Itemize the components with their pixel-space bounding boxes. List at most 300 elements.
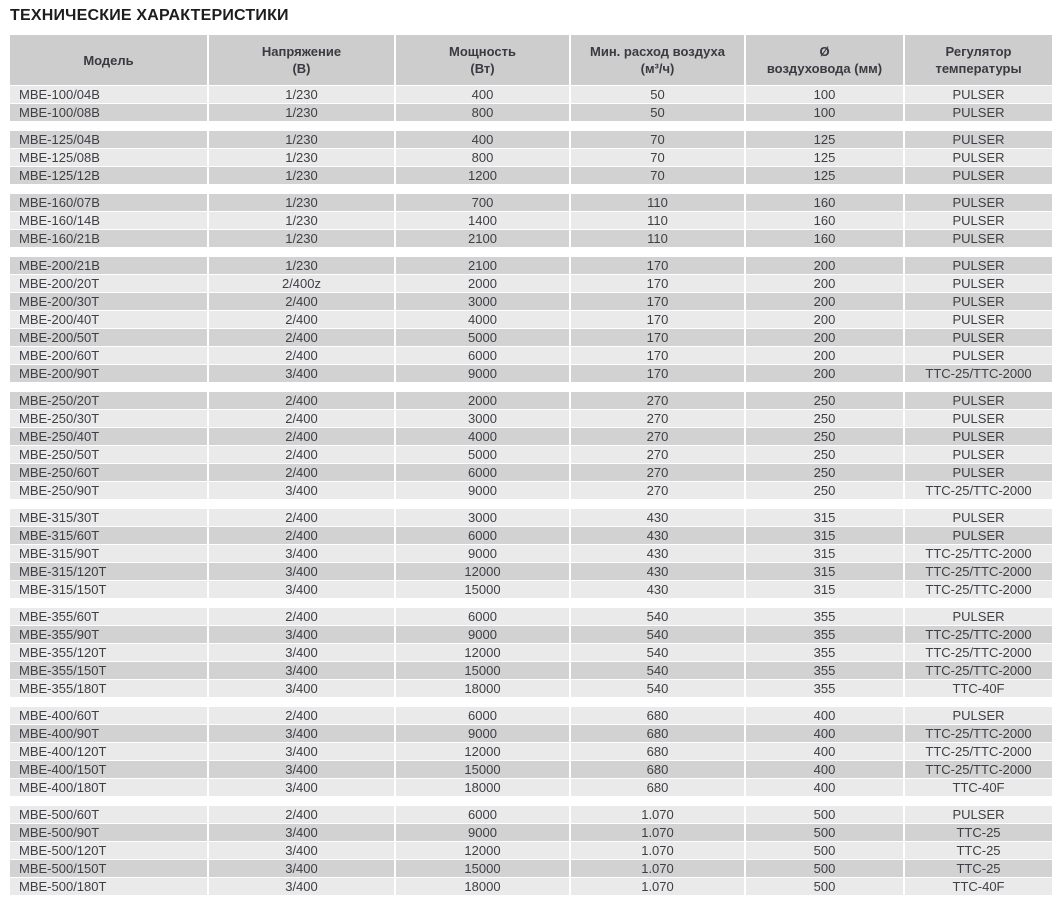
cell-airflow: 680 xyxy=(571,743,744,760)
cell-model: MBE-160/21B xyxy=(10,230,207,247)
cell-airflow: 680 xyxy=(571,779,744,796)
cell-model: MBE-355/180T xyxy=(10,680,207,697)
cell-duct: 160 xyxy=(746,194,903,211)
cell-regulator: TTC-25/TTC-2000 xyxy=(905,581,1052,598)
cell-airflow: 540 xyxy=(571,680,744,697)
cell-model: MBE-250/50T xyxy=(10,446,207,463)
table-row xyxy=(10,644,1052,661)
cell-duct: 250 xyxy=(746,428,903,445)
cell-model: MBE-200/21B xyxy=(10,257,207,274)
cell-regulator: TTC-40F xyxy=(905,878,1052,895)
cell-regulator: PULSER xyxy=(905,311,1052,328)
cell-power: 3000 xyxy=(396,410,569,427)
cell-power: 15000 xyxy=(396,581,569,598)
cell-regulator: PULSER xyxy=(905,257,1052,274)
cell-model: MBE-500/60T xyxy=(10,806,207,823)
table-row xyxy=(10,194,1052,211)
cell-power: 18000 xyxy=(396,779,569,796)
cell-regulator: PULSER xyxy=(905,167,1052,184)
cell-regulator: PULSER xyxy=(905,392,1052,409)
cell-model: MBE-400/120T xyxy=(10,743,207,760)
cell-duct: 200 xyxy=(746,311,903,328)
cell-voltage: 2/400 xyxy=(209,392,394,409)
cell-voltage: 3/400 xyxy=(209,662,394,679)
cell-airflow: 1.070 xyxy=(571,806,744,823)
cell-voltage: 2/400 xyxy=(209,293,394,310)
table-row xyxy=(10,275,1052,292)
table-row xyxy=(10,806,1052,823)
cell-airflow: 170 xyxy=(571,293,744,310)
cell-power: 1400 xyxy=(396,212,569,229)
table-row xyxy=(10,842,1052,859)
cell-voltage: 2/400 xyxy=(209,608,394,625)
cell-duct: 250 xyxy=(746,464,903,481)
cell-duct: 250 xyxy=(746,482,903,499)
column-header-line2: (м³/ч) xyxy=(640,61,675,76)
cell-model: MBE-250/20T xyxy=(10,392,207,409)
page-title: ТЕХНИЧЕСКИЕ ХАРАКТЕРИСТИКИ xyxy=(10,7,289,24)
table-row xyxy=(10,392,1052,409)
cell-regulator: PULSER xyxy=(905,104,1052,121)
cell-airflow: 270 xyxy=(571,482,744,499)
cell-power: 6000 xyxy=(396,464,569,481)
cell-voltage: 2/400 xyxy=(209,446,394,463)
cell-duct: 200 xyxy=(746,365,903,382)
cell-regulator: PULSER xyxy=(905,347,1052,364)
cell-duct: 315 xyxy=(746,563,903,580)
table-body xyxy=(10,86,1052,895)
cell-duct: 355 xyxy=(746,680,903,697)
table-row xyxy=(10,446,1052,463)
cell-power: 400 xyxy=(396,131,569,148)
cell-model: MBE-500/90T xyxy=(10,824,207,841)
cell-airflow: 430 xyxy=(571,545,744,562)
table-row xyxy=(10,662,1052,679)
cell-voltage: 3/400 xyxy=(209,878,394,895)
cell-airflow: 430 xyxy=(571,527,744,544)
cell-regulator: TTC-25 xyxy=(905,860,1052,877)
cell-voltage: 3/400 xyxy=(209,779,394,796)
cell-duct: 500 xyxy=(746,878,903,895)
table-row xyxy=(10,464,1052,481)
cell-duct: 125 xyxy=(746,149,903,166)
cell-duct: 200 xyxy=(746,275,903,292)
cell-duct: 200 xyxy=(746,347,903,364)
column-header-line1: Напряжение xyxy=(261,44,342,59)
cell-voltage: 3/400 xyxy=(209,680,394,697)
cell-airflow: 170 xyxy=(571,275,744,292)
cell-regulator: PULSER xyxy=(905,275,1052,292)
cell-voltage: 1/230 xyxy=(209,194,394,211)
cell-voltage: 3/400 xyxy=(209,545,394,562)
cell-airflow: 1.070 xyxy=(571,860,744,877)
cell-voltage: 1/230 xyxy=(209,149,394,166)
cell-regulator: PULSER xyxy=(905,446,1052,463)
cell-power: 9000 xyxy=(396,824,569,841)
cell-voltage: 2/400 xyxy=(209,707,394,724)
cell-power: 1200 xyxy=(396,167,569,184)
table-row xyxy=(10,104,1052,121)
cell-regulator: TTC-25 xyxy=(905,842,1052,859)
cell-regulator: PULSER xyxy=(905,86,1052,103)
cell-model: MBE-355/120T xyxy=(10,644,207,661)
cell-regulator: TTC-25/TTC-2000 xyxy=(905,761,1052,778)
cell-duct: 250 xyxy=(746,392,903,409)
cell-duct: 250 xyxy=(746,446,903,463)
table-row xyxy=(10,581,1052,598)
table-row xyxy=(10,860,1052,877)
table-row xyxy=(10,563,1052,580)
cell-model: MBE-315/150T xyxy=(10,581,207,598)
column-header-power xyxy=(396,35,569,85)
cell-voltage: 3/400 xyxy=(209,743,394,760)
cell-voltage: 2/400 xyxy=(209,329,394,346)
cell-power: 12000 xyxy=(396,743,569,760)
cell-voltage: 1/230 xyxy=(209,104,394,121)
cell-duct: 315 xyxy=(746,509,903,526)
cell-power: 6000 xyxy=(396,707,569,724)
column-header-model xyxy=(10,35,207,85)
cell-power: 9000 xyxy=(396,365,569,382)
cell-regulator: PULSER xyxy=(905,131,1052,148)
cell-regulator: TTC-25/TTC-2000 xyxy=(905,725,1052,742)
cell-regulator: PULSER xyxy=(905,194,1052,211)
cell-duct: 250 xyxy=(746,410,903,427)
table-row xyxy=(10,293,1052,310)
specs-table xyxy=(10,35,1052,895)
cell-voltage: 2/400 xyxy=(209,806,394,823)
cell-regulator: TTC-25/TTC-2000 xyxy=(905,365,1052,382)
cell-power: 6000 xyxy=(396,347,569,364)
cell-duct: 100 xyxy=(746,86,903,103)
cell-regulator: TTC-25/TTC-2000 xyxy=(905,482,1052,499)
cell-regulator: PULSER xyxy=(905,230,1052,247)
cell-airflow: 270 xyxy=(571,428,744,445)
cell-model: MBE-200/40T xyxy=(10,311,207,328)
cell-power: 15000 xyxy=(396,662,569,679)
cell-power: 2000 xyxy=(396,392,569,409)
cell-voltage: 3/400 xyxy=(209,626,394,643)
table-row xyxy=(10,626,1052,643)
cell-model: MBE-400/60T xyxy=(10,707,207,724)
cell-power: 12000 xyxy=(396,563,569,580)
cell-power: 800 xyxy=(396,149,569,166)
cell-voltage: 1/230 xyxy=(209,131,394,148)
cell-power: 9000 xyxy=(396,482,569,499)
cell-model: MBE-400/90T xyxy=(10,725,207,742)
cell-regulator: PULSER xyxy=(905,428,1052,445)
cell-power: 2100 xyxy=(396,257,569,274)
column-header-line2: температуры xyxy=(935,61,1022,76)
table-row xyxy=(10,230,1052,247)
cell-power: 9000 xyxy=(396,626,569,643)
cell-model: MBE-250/90T xyxy=(10,482,207,499)
cell-model: MBE-315/30T xyxy=(10,509,207,526)
cell-airflow: 540 xyxy=(571,608,744,625)
cell-power: 2100 xyxy=(396,230,569,247)
cell-model: MBE-500/180T xyxy=(10,878,207,895)
table-row xyxy=(10,365,1052,382)
cell-model: MBE-500/150T xyxy=(10,860,207,877)
model-group xyxy=(10,131,1052,184)
cell-voltage: 2/400 xyxy=(209,410,394,427)
table-row xyxy=(10,743,1052,760)
model-group xyxy=(10,86,1052,121)
column-header-line1: Мощность xyxy=(449,44,516,59)
cell-power: 6000 xyxy=(396,608,569,625)
cell-airflow: 110 xyxy=(571,212,744,229)
cell-duct: 200 xyxy=(746,257,903,274)
table-row xyxy=(10,608,1052,625)
cell-power: 18000 xyxy=(396,878,569,895)
cell-power: 9000 xyxy=(396,725,569,742)
table-row xyxy=(10,878,1052,895)
cell-power: 15000 xyxy=(396,761,569,778)
cell-model: MBE-315/120T xyxy=(10,563,207,580)
column-header-line1: Регулятор xyxy=(945,44,1012,59)
cell-airflow: 430 xyxy=(571,581,744,598)
cell-airflow: 270 xyxy=(571,446,744,463)
table-row xyxy=(10,509,1052,526)
table-row xyxy=(10,527,1052,544)
table-row xyxy=(10,86,1052,103)
cell-voltage: 3/400 xyxy=(209,644,394,661)
cell-voltage: 2/400z xyxy=(209,275,394,292)
table-row xyxy=(10,725,1052,742)
cell-regulator: TTC-40F xyxy=(905,680,1052,697)
cell-regulator: TTC-25/TTC-2000 xyxy=(905,626,1052,643)
cell-voltage: 3/400 xyxy=(209,842,394,859)
cell-airflow: 170 xyxy=(571,311,744,328)
cell-power: 9000 xyxy=(396,545,569,562)
table-row xyxy=(10,545,1052,562)
column-header-line2: воздуховода (мм) xyxy=(766,61,883,76)
cell-regulator: PULSER xyxy=(905,212,1052,229)
cell-airflow: 170 xyxy=(571,257,744,274)
cell-airflow: 270 xyxy=(571,410,744,427)
cell-voltage: 1/230 xyxy=(209,167,394,184)
cell-duct: 355 xyxy=(746,626,903,643)
cell-model: MBE-125/08B xyxy=(10,149,207,166)
cell-airflow: 110 xyxy=(571,230,744,247)
cell-model: MBE-250/40T xyxy=(10,428,207,445)
cell-regulator: TTC-25 xyxy=(905,824,1052,841)
column-header-airflow xyxy=(571,35,744,85)
cell-regulator: PULSER xyxy=(905,527,1052,544)
cell-power: 6000 xyxy=(396,806,569,823)
column-header-line2: (Вт) xyxy=(470,61,495,76)
cell-power: 2000 xyxy=(396,275,569,292)
cell-power: 18000 xyxy=(396,680,569,697)
cell-airflow: 680 xyxy=(571,725,744,742)
cell-model: MBE-355/60T xyxy=(10,608,207,625)
cell-model: MBE-100/08B xyxy=(10,104,207,121)
cell-model: MBE-315/90T xyxy=(10,545,207,562)
cell-power: 12000 xyxy=(396,644,569,661)
cell-voltage: 3/400 xyxy=(209,365,394,382)
cell-power: 3000 xyxy=(396,293,569,310)
cell-model: MBE-355/150T xyxy=(10,662,207,679)
model-group xyxy=(10,257,1052,382)
cell-model: MBE-355/90T xyxy=(10,626,207,643)
cell-model: MBE-200/90T xyxy=(10,365,207,382)
cell-model: MBE-125/04B xyxy=(10,131,207,148)
cell-airflow: 170 xyxy=(571,329,744,346)
cell-power: 6000 xyxy=(396,527,569,544)
table-row xyxy=(10,329,1052,346)
cell-duct: 400 xyxy=(746,707,903,724)
cell-power: 3000 xyxy=(396,509,569,526)
cell-airflow: 170 xyxy=(571,365,744,382)
cell-power: 5000 xyxy=(396,329,569,346)
table-row xyxy=(10,311,1052,328)
cell-duct: 125 xyxy=(746,167,903,184)
cell-regulator: TTC-25/TTC-2000 xyxy=(905,563,1052,580)
cell-power: 12000 xyxy=(396,842,569,859)
cell-model: MBE-200/20T xyxy=(10,275,207,292)
cell-voltage: 2/400 xyxy=(209,311,394,328)
cell-duct: 315 xyxy=(746,527,903,544)
cell-model: MBE-250/60T xyxy=(10,464,207,481)
cell-voltage: 1/230 xyxy=(209,257,394,274)
cell-regulator: PULSER xyxy=(905,509,1052,526)
cell-airflow: 50 xyxy=(571,104,744,121)
cell-regulator: TTC-25/TTC-2000 xyxy=(905,545,1052,562)
cell-model: MBE-160/14B xyxy=(10,212,207,229)
cell-model: MBE-100/04B xyxy=(10,86,207,103)
cell-duct: 400 xyxy=(746,761,903,778)
column-header-line1: Модель xyxy=(83,52,134,68)
column-header-regulator xyxy=(905,35,1052,85)
cell-model: MBE-400/180T xyxy=(10,779,207,796)
table-row xyxy=(10,680,1052,697)
cell-model: MBE-315/60T xyxy=(10,527,207,544)
table-row xyxy=(10,410,1052,427)
cell-model: MBE-500/120T xyxy=(10,842,207,859)
column-header-duct xyxy=(746,35,903,85)
cell-voltage: 2/400 xyxy=(209,464,394,481)
cell-airflow: 110 xyxy=(571,194,744,211)
cell-airflow: 430 xyxy=(571,509,744,526)
cell-duct: 355 xyxy=(746,608,903,625)
cell-regulator: PULSER xyxy=(905,608,1052,625)
cell-regulator: TTC-40F xyxy=(905,779,1052,796)
cell-voltage: 1/230 xyxy=(209,230,394,247)
cell-airflow: 50 xyxy=(571,86,744,103)
cell-airflow: 170 xyxy=(571,347,744,364)
table-row xyxy=(10,149,1052,166)
cell-duct: 500 xyxy=(746,806,903,823)
cell-power: 4000 xyxy=(396,428,569,445)
table-row xyxy=(10,212,1052,229)
cell-airflow: 270 xyxy=(571,464,744,481)
cell-airflow: 430 xyxy=(571,563,744,580)
cell-regulator: PULSER xyxy=(905,464,1052,481)
cell-duct: 200 xyxy=(746,293,903,310)
table-row xyxy=(10,257,1052,274)
cell-voltage: 1/230 xyxy=(209,86,394,103)
cell-voltage: 2/400 xyxy=(209,347,394,364)
cell-voltage: 1/230 xyxy=(209,212,394,229)
cell-voltage: 2/400 xyxy=(209,509,394,526)
table-row xyxy=(10,347,1052,364)
table-row xyxy=(10,131,1052,148)
cell-model: MBE-125/12B xyxy=(10,167,207,184)
cell-airflow: 540 xyxy=(571,626,744,643)
table-row xyxy=(10,761,1052,778)
cell-regulator: PULSER xyxy=(905,410,1052,427)
table-row xyxy=(10,824,1052,841)
cell-power: 15000 xyxy=(396,860,569,877)
model-group xyxy=(10,509,1052,598)
table-row xyxy=(10,482,1052,499)
cell-power: 700 xyxy=(396,194,569,211)
table-row xyxy=(10,428,1052,445)
cell-airflow: 540 xyxy=(571,662,744,679)
cell-duct: 500 xyxy=(746,860,903,877)
cell-voltage: 3/400 xyxy=(209,860,394,877)
cell-airflow: 70 xyxy=(571,149,744,166)
cell-regulator: PULSER xyxy=(905,806,1052,823)
cell-duct: 500 xyxy=(746,824,903,841)
cell-model: MBE-200/30T xyxy=(10,293,207,310)
cell-duct: 160 xyxy=(746,212,903,229)
cell-regulator: PULSER xyxy=(905,329,1052,346)
cell-airflow: 1.070 xyxy=(571,824,744,841)
cell-regulator: TTC-25/TTC-2000 xyxy=(905,662,1052,679)
cell-voltage: 3/400 xyxy=(209,482,394,499)
cell-voltage: 2/400 xyxy=(209,527,394,544)
column-header-line1: Мин. расход воздуха xyxy=(590,44,725,59)
cell-voltage: 3/400 xyxy=(209,725,394,742)
cell-airflow: 680 xyxy=(571,761,744,778)
cell-airflow: 540 xyxy=(571,644,744,661)
cell-airflow: 70 xyxy=(571,167,744,184)
cell-regulator: PULSER xyxy=(905,293,1052,310)
model-group xyxy=(10,608,1052,697)
table-row xyxy=(10,167,1052,184)
cell-duct: 200 xyxy=(746,329,903,346)
cell-airflow: 1.070 xyxy=(571,842,744,859)
cell-duct: 400 xyxy=(746,743,903,760)
cell-voltage: 3/400 xyxy=(209,824,394,841)
cell-voltage: 3/400 xyxy=(209,581,394,598)
cell-duct: 400 xyxy=(746,725,903,742)
table-header-row xyxy=(10,35,1052,85)
cell-airflow: 70 xyxy=(571,131,744,148)
cell-duct: 355 xyxy=(746,644,903,661)
cell-regulator: PULSER xyxy=(905,149,1052,166)
cell-duct: 500 xyxy=(746,842,903,859)
cell-airflow: 1.070 xyxy=(571,878,744,895)
cell-power: 5000 xyxy=(396,446,569,463)
cell-power: 400 xyxy=(396,86,569,103)
cell-airflow: 270 xyxy=(571,392,744,409)
column-header-line2: (В) xyxy=(292,61,311,76)
cell-airflow: 680 xyxy=(571,707,744,724)
table-row xyxy=(10,707,1052,724)
cell-duct: 315 xyxy=(746,545,903,562)
cell-model: MBE-200/50T xyxy=(10,329,207,346)
cell-regulator: TTC-25/TTC-2000 xyxy=(905,743,1052,760)
model-group xyxy=(10,392,1052,499)
cell-duct: 100 xyxy=(746,104,903,121)
cell-voltage: 2/400 xyxy=(209,428,394,445)
cell-voltage: 3/400 xyxy=(209,761,394,778)
cell-duct: 160 xyxy=(746,230,903,247)
cell-regulator: TTC-25/TTC-2000 xyxy=(905,644,1052,661)
cell-duct: 355 xyxy=(746,662,903,679)
